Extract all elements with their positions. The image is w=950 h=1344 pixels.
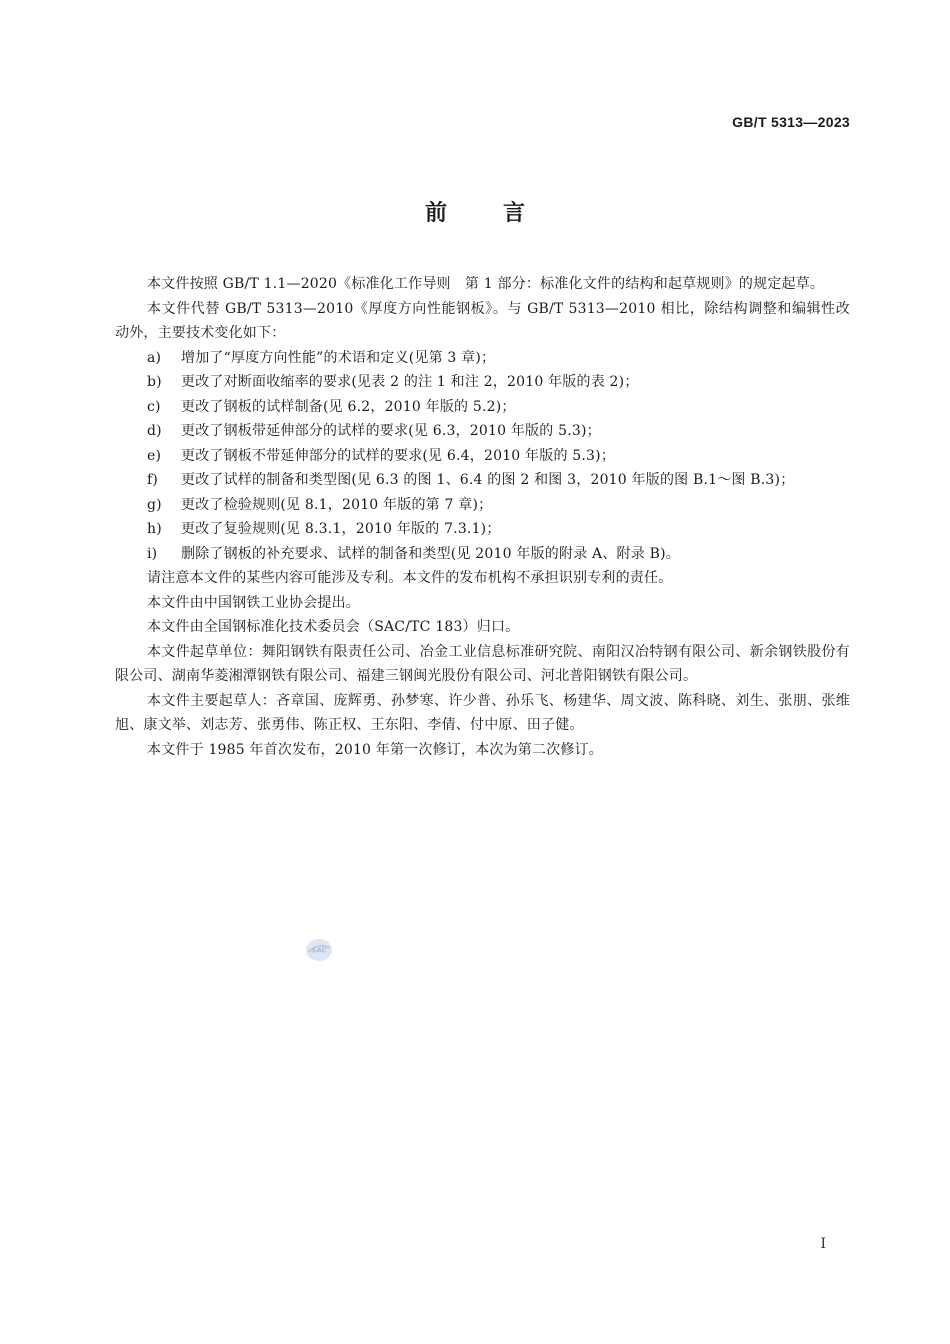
list-item bbox=[115, 542, 850, 567]
list-item-text: 更改了复验规则(见 8.3.1，2010 年版的 7.3.1)； bbox=[181, 521, 501, 537]
svg-text:SAC: SAC bbox=[311, 946, 327, 955]
list-marker: c) bbox=[147, 398, 161, 415]
page-number: I bbox=[820, 1236, 826, 1252]
paragraph-committee: 本文件由全国钢标准化技术委员会（SAC/TC 183）归口。 bbox=[147, 619, 520, 635]
list-item bbox=[115, 395, 850, 420]
list-marker: d) bbox=[147, 423, 162, 439]
changes-list bbox=[115, 346, 850, 567]
list-item-text: 更改了钢板不带延伸部分的试样的要求(见 6.4，2010 年版的 5.3)； bbox=[181, 447, 616, 464]
title-char-2: 言 bbox=[503, 201, 526, 226]
list-item-text: 更改了试样的制备和类型图(见 6.3 的图 1、6.4 的图 2 和图 3，2010 年版的图 B.1～图 B.3)； bbox=[181, 472, 795, 488]
paragraph-drafting-rules: 本文件按照 GB/T 1.1—2020《标准化工作导则 第 1 部分：标准化文件的结构和起草规则》的规定起草。 bbox=[147, 276, 825, 292]
page-title bbox=[0, 196, 950, 227]
list-item bbox=[115, 517, 850, 542]
list-item bbox=[115, 419, 850, 444]
list-item-text: 更改了对断面收缩率的要求(见表 2 的注 1 和注 2，2010 年版的表 2)； bbox=[181, 374, 639, 390]
list-item-text: 更改了检验规则(见 8.1，2010 年版的第 7 章)； bbox=[181, 496, 493, 513]
list-marker: b) bbox=[147, 374, 162, 390]
list-marker: h) bbox=[147, 521, 162, 537]
list-item bbox=[115, 493, 850, 518]
list-marker: a) bbox=[147, 349, 162, 366]
paragraph-proposer: 本文件由中国钢铁工业协会提出。 bbox=[147, 594, 360, 611]
list-marker: f) bbox=[147, 472, 159, 488]
paragraph-drafting-units: 本文件起草单位：舞阳钢铁有限责任公司、冶金工业信息标准研究院、南阳汉冶特钢有限公司、新余钢铁股份有限公司、湖南华菱湘潭钢铁有限公司、福建三钢闽光股份有限公司、河北普阳钢铁有限公司。 bbox=[115, 643, 850, 684]
list-item-text: 删除了钢板的补充要求、试样的制备和类型(见 2010 年版的附录 A、附录 B)。 bbox=[181, 545, 680, 562]
list-item bbox=[115, 444, 850, 469]
list-item-text: 增加了“厚度方向性能”的术语和定义(见第 3 章)； bbox=[181, 349, 496, 366]
list-item bbox=[115, 346, 850, 371]
standard-number: GB/T 5313—2023 bbox=[732, 114, 850, 130]
sac-watermark-logo bbox=[305, 938, 333, 962]
list-item-text: 更改了钢板带延伸部分的试样的要求(见 6.3，2010 年版的 5.3)； bbox=[181, 423, 601, 439]
list-item bbox=[115, 468, 850, 493]
list-marker: i) bbox=[147, 545, 158, 562]
paragraph-patent-notice: 请注意本文件的某些内容可能涉及专利。本文件的发布机构不承担识别专利的责任。 bbox=[147, 570, 673, 586]
list-item-text: 更改了钢板的试样制备(见 6.2，2010 年版的 5.2)； bbox=[181, 398, 516, 415]
list-marker: g) bbox=[147, 496, 162, 513]
paragraph-replacement: 本文件代替 GB/T 5313—2010《厚度方向性能钢板》。与 GB/T 5313—2010 相比，除结构调整和编辑性改动外，主要技术变化如下： bbox=[115, 300, 850, 341]
foreword-body bbox=[115, 272, 850, 762]
paragraph-history: 本文件于 1985 年首次发布，2010 年第一次修订，本次为第二次修订。 bbox=[147, 741, 604, 758]
title-char-1: 前 bbox=[424, 201, 447, 226]
list-item bbox=[115, 370, 850, 395]
list-marker: e) bbox=[147, 447, 162, 464]
paragraph-drafters: 本文件主要起草人：吝章国、庞辉勇、孙梦寒、许少普、孙乐飞、杨建华、周文波、陈科晓、刘生、张朋、张维旭、康文举、刘志芳、张勇伟、陈正权、王东阳、李倩、付中原、田子健。 bbox=[115, 692, 850, 733]
